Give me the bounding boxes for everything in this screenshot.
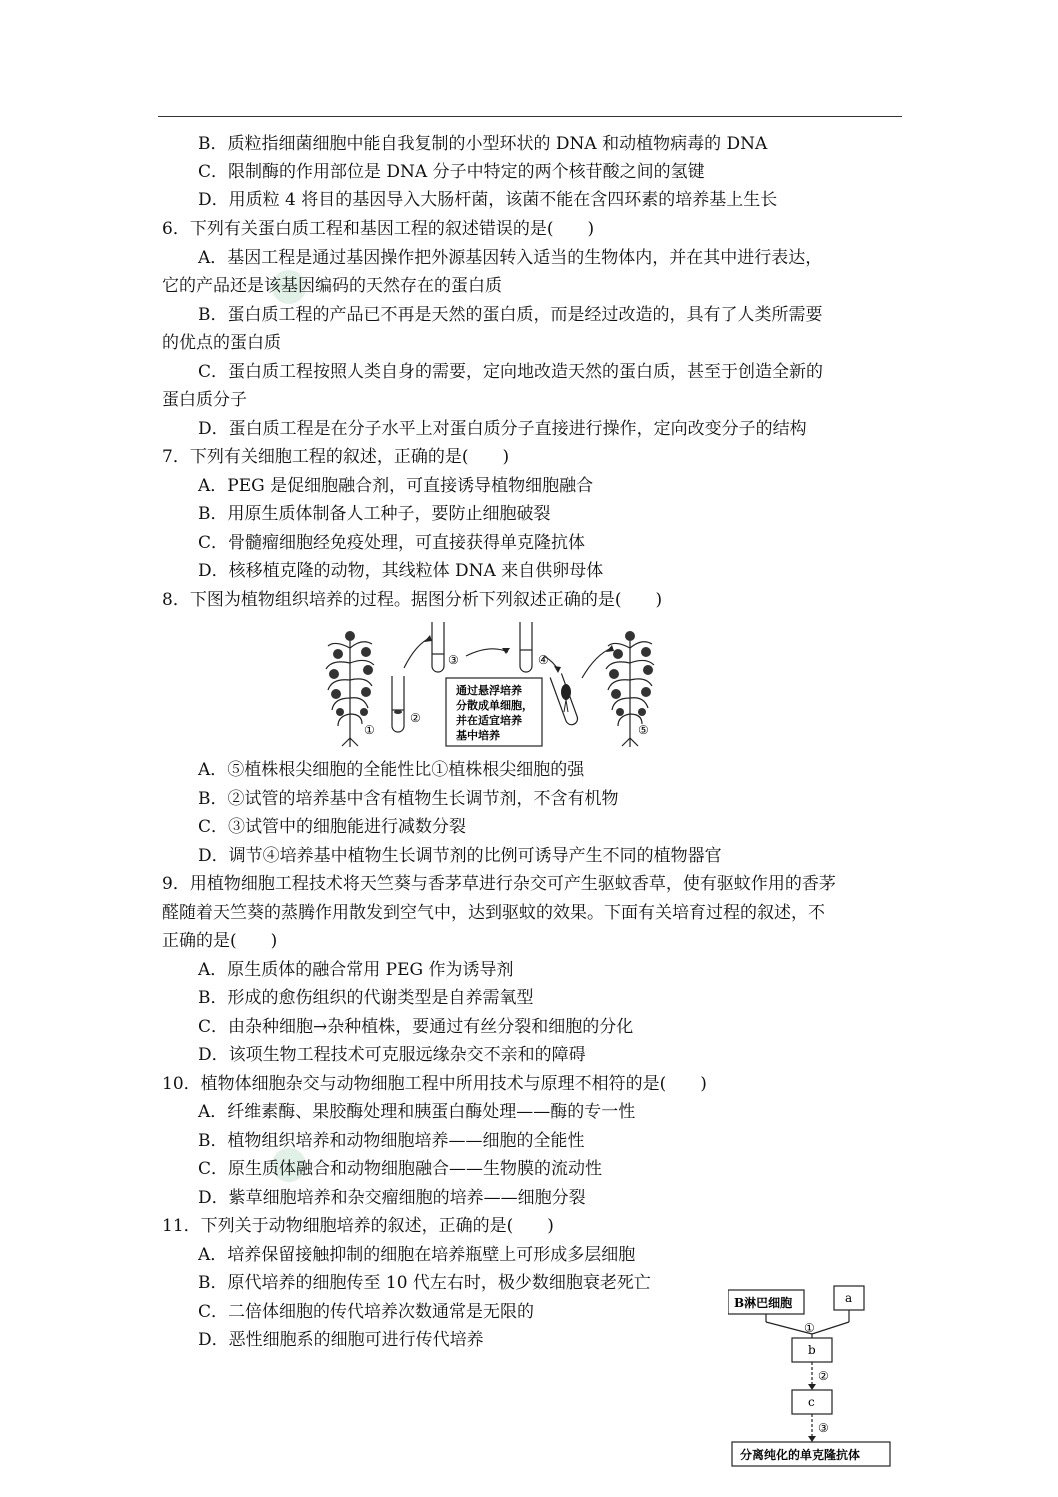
- test-tube-3-icon: [432, 622, 444, 672]
- answer-option: B．原代培养的细胞传至 10 代左右时，极少数细胞衰老死亡: [198, 1273, 651, 1293]
- answer-option: A．PEG 是促细胞融合剂，可直接诱导植物细胞融合: [198, 476, 594, 496]
- answer-option: D．蛋白质工程是在分子水平上对蛋白质分子直接进行操作，定向改变分子的结构: [198, 419, 807, 439]
- label-3: ③: [448, 653, 459, 667]
- answer-option: A．⑤植株根尖细胞的全能性比①植株根尖细胞的强: [198, 760, 585, 780]
- label-4: ④: [538, 653, 549, 667]
- answer-option: B．质粒指细菌细胞中能自我复制的小型环状的 DNA 和动植物病毒的 DNA: [198, 134, 768, 154]
- a-label: a: [845, 1291, 853, 1305]
- answer-option: C．③试管中的细胞能进行减数分裂: [198, 817, 467, 837]
- answer-option: D．调节④培养基中植物生长调节剂的比例可诱导产生不同的植物器官: [198, 846, 722, 866]
- answer-option: C．骨髓瘤细胞经免疫处理，可直接获得单克隆抗体: [198, 533, 586, 553]
- answer-option: D．用质粒 4 将目的基因导入大肠杆菌，该菌不能在含四环素的培养基上生长: [198, 190, 778, 210]
- answer-option: B．②试管的培养基中含有植物生长调节剂，不含有机物: [198, 789, 619, 809]
- question-stem: 7．下列有关细胞工程的叙述，正确的是( ): [162, 447, 510, 467]
- box-line-3: 并在适宜培养: [456, 714, 522, 727]
- text-continuation: 正确的是( ): [162, 931, 278, 951]
- step-2-label: ②: [818, 1369, 829, 1383]
- text-continuation: 它的产品还是该基因编码的天然存在的蛋白质: [162, 276, 502, 296]
- answer-option: A．纤维素酶、果胶酶处理和胰蛋白酶处理——酶的专一性: [198, 1102, 636, 1122]
- text-continuation: 蛋白质分子: [162, 390, 247, 410]
- label-2: ②: [410, 711, 421, 725]
- answer-option: B．用原生质体制备人工种子，要防止细胞破裂: [198, 504, 551, 524]
- question-stem: 9．用植物细胞工程技术将天竺葵与香茅草进行杂交可产生驱蚊香草，使有驱蚊作用的香茅: [162, 874, 836, 894]
- label-1: ①: [364, 723, 375, 737]
- question-stem: 6．下列有关蛋白质工程和基因工程的叙述错误的是( ): [162, 219, 595, 239]
- answer-option: A．培养保留接触抑制的细胞在培养瓶壁上可形成多层细胞: [198, 1245, 636, 1265]
- answer-option: C．限制酶的作用部位是 DNA 分子中特定的两个核苷酸之间的氢键: [198, 162, 705, 182]
- c-label: c: [808, 1395, 815, 1409]
- box-line-1: 通过悬浮培养: [456, 684, 522, 697]
- plant-tissue-culture-figure: [320, 618, 680, 748]
- answer-option: C．二倍体细胞的传代培养次数通常是无限的: [198, 1302, 535, 1322]
- test-tube-5-icon: [550, 673, 579, 726]
- text-continuation: 醛随着天竺葵的蒸腾作用散发到空气中，达到驱蚊的效果。下面有关培育过程的叙述，不: [162, 903, 825, 923]
- answer-option: B．形成的愈伤组织的代谢类型是自养需氧型: [198, 988, 534, 1008]
- answer-option: A．原生质体的融合常用 PEG 作为诱导剂: [198, 960, 514, 980]
- test-tube-4-icon: [520, 622, 532, 672]
- result-label: 分离纯化的单克隆抗体: [740, 1448, 861, 1462]
- test-tube-2-icon: [392, 676, 404, 732]
- box-line-4: 基中培养: [456, 729, 500, 742]
- answer-option: B．蛋白质工程的产品已不再是天然的蛋白质，而是经过改造的，具有了人类所需要: [198, 305, 823, 325]
- b-label: b: [808, 1343, 816, 1357]
- header-rule: [158, 116, 902, 117]
- answer-option: D．紫草细胞培养和杂交瘤细胞的培养——细胞分裂: [198, 1188, 586, 1208]
- b-cell-label: B淋巴细胞: [734, 1296, 793, 1310]
- answer-option: C．由杂种细胞→杂种植株，要通过有丝分裂和细胞的分化: [198, 1017, 634, 1037]
- box-line-2: 分散成单细胞，: [456, 699, 533, 712]
- answer-option: C．蛋白质工程按照人类自身的需要，定向地改造天然的蛋白质，甚至于创造全新的: [198, 362, 824, 382]
- label-5: ⑤: [638, 723, 649, 737]
- monoclonal-antibody-figure: [728, 1282, 900, 1472]
- answer-option: A．基因工程是通过基因操作把外源基因转入适当的生物体内，并在其中进行表达，: [198, 248, 823, 268]
- text-continuation: 的优点的蛋白质: [162, 333, 281, 353]
- answer-option: D．核移植克隆的动物，其线粒体 DNA 来自供卵母体: [198, 561, 604, 581]
- question-stem: 8．下图为植物组织培养的过程。据图分析下列叙述正确的是( ): [162, 590, 663, 610]
- question-stem: 11．下列关于动物细胞培养的叙述，正确的是( ): [162, 1216, 554, 1236]
- answer-option: B．植物组织培养和动物细胞培养——细胞的全能性: [198, 1131, 585, 1151]
- answer-option: C．原生质体融合和动物细胞融合——生物膜的流动性: [198, 1159, 603, 1179]
- step-1-label: ①: [804, 1321, 815, 1335]
- answer-option: D．该项生物工程技术可克服远缘杂交不亲和的障碍: [198, 1045, 586, 1065]
- answer-option: D．恶性细胞系的细胞可进行传代培养: [198, 1330, 484, 1350]
- step-3-label: ③: [818, 1421, 829, 1435]
- question-stem: 10．植物体细胞杂交与动物细胞工程中所用技术与原理不相符的是( ): [162, 1074, 707, 1094]
